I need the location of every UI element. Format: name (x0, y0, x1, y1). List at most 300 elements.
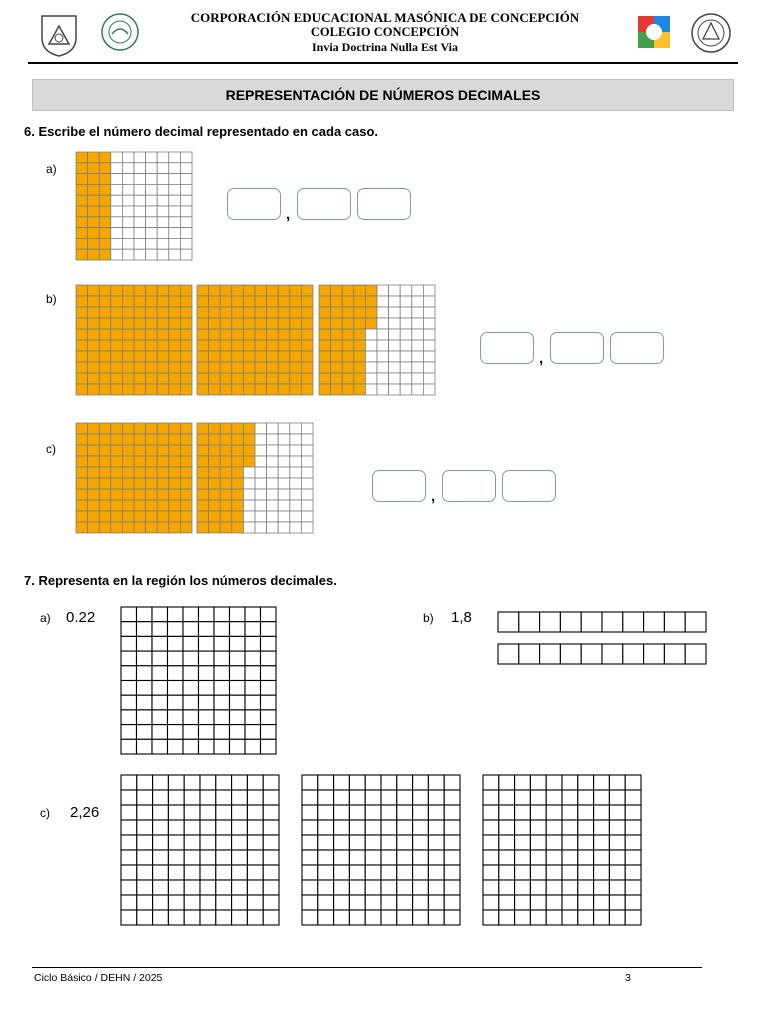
grid-cell[interactable] (230, 725, 246, 740)
grid-cell[interactable] (428, 910, 444, 925)
grid-cell[interactable] (530, 865, 546, 880)
grid-cell[interactable] (530, 805, 546, 820)
grid-cell[interactable] (216, 835, 232, 850)
grid-cell[interactable] (625, 895, 641, 910)
grid-cell[interactable] (184, 805, 200, 820)
grid-cell[interactable] (444, 880, 460, 895)
grid-cell[interactable] (261, 739, 277, 754)
grid-cell[interactable] (428, 850, 444, 865)
grid-cell[interactable] (483, 820, 499, 835)
grid-cell[interactable] (381, 835, 397, 850)
grid-cell[interactable] (609, 850, 625, 865)
grid-cell[interactable] (318, 775, 334, 790)
grid-cell[interactable] (530, 820, 546, 835)
grid-cell[interactable] (261, 695, 277, 710)
grid-cell[interactable] (381, 850, 397, 865)
grid-cell[interactable] (121, 835, 137, 850)
grid-cell[interactable] (428, 775, 444, 790)
grid-cell[interactable] (444, 895, 460, 910)
grid-cell[interactable] (216, 805, 232, 820)
grid-cell[interactable] (214, 636, 230, 651)
grid-cell[interactable] (230, 666, 246, 681)
grid-cell[interactable] (625, 775, 641, 790)
grid-cell[interactable] (245, 651, 261, 666)
grid-cell[interactable] (483, 865, 499, 880)
grid-cell[interactable] (168, 805, 184, 820)
grid-cell[interactable] (261, 666, 277, 681)
grid-cell[interactable] (334, 835, 350, 850)
grid-cell[interactable] (168, 850, 184, 865)
grid-cell[interactable] (397, 805, 413, 820)
grid-cell[interactable] (483, 835, 499, 850)
grid-cell[interactable] (562, 880, 578, 895)
grid-cell[interactable] (499, 910, 515, 925)
grid-cell[interactable] (578, 850, 594, 865)
grid-cell[interactable] (623, 612, 644, 632)
grid-cell[interactable] (302, 910, 318, 925)
grid-cell[interactable] (232, 910, 248, 925)
grid-cell[interactable] (540, 612, 561, 632)
grid-cell[interactable] (121, 710, 137, 725)
grid-cell[interactable] (184, 835, 200, 850)
grid-cell[interactable] (381, 805, 397, 820)
grid-cell[interactable] (168, 910, 184, 925)
grid-cell[interactable] (578, 775, 594, 790)
grid-cell[interactable] (546, 835, 562, 850)
grid-cell[interactable] (245, 710, 261, 725)
grid-cell[interactable] (200, 775, 216, 790)
grid-cell[interactable] (546, 775, 562, 790)
grid-cell[interactable] (483, 850, 499, 865)
grid-cell[interactable] (230, 695, 246, 710)
answer-box-hundredths[interactable] (610, 332, 664, 364)
answer-box-units[interactable] (480, 332, 534, 364)
grid-cell[interactable] (349, 805, 365, 820)
grid-cell[interactable] (562, 805, 578, 820)
grid-cell[interactable] (413, 790, 429, 805)
grid-cell[interactable] (137, 710, 153, 725)
grid-cell[interactable] (546, 820, 562, 835)
grid-cell[interactable] (232, 865, 248, 880)
grid-cell[interactable] (334, 865, 350, 880)
grid-cell[interactable] (153, 880, 169, 895)
blank-hundred-grid[interactable] (121, 775, 279, 925)
grid-cell[interactable] (530, 835, 546, 850)
grid-cell[interactable] (428, 895, 444, 910)
grid-cell[interactable] (609, 775, 625, 790)
grid-cell[interactable] (318, 790, 334, 805)
grid-cell[interactable] (428, 865, 444, 880)
grid-cell[interactable] (397, 895, 413, 910)
grid-cell[interactable] (152, 636, 168, 651)
grid-cell[interactable] (121, 820, 137, 835)
grid-cell[interactable] (428, 880, 444, 895)
grid-cell[interactable] (349, 835, 365, 850)
grid-cell[interactable] (200, 910, 216, 925)
grid-cell[interactable] (121, 651, 137, 666)
grid-cell[interactable] (499, 775, 515, 790)
grid-cell[interactable] (232, 820, 248, 835)
grid-cell[interactable] (349, 820, 365, 835)
grid-cell[interactable] (230, 739, 246, 754)
grid-cell[interactable] (334, 895, 350, 910)
grid-cell[interactable] (625, 790, 641, 805)
grid-cell[interactable] (152, 666, 168, 681)
grid-cell[interactable] (530, 895, 546, 910)
grid-cell[interactable] (137, 651, 153, 666)
grid-cell[interactable] (664, 612, 685, 632)
grid-cell[interactable] (153, 865, 169, 880)
grid-cell[interactable] (562, 850, 578, 865)
grid-cell[interactable] (137, 622, 153, 637)
grid-cell[interactable] (245, 681, 261, 696)
grid-cell[interactable] (397, 880, 413, 895)
grid-cell[interactable] (184, 865, 200, 880)
grid-cell[interactable] (137, 820, 153, 835)
grid-cell[interactable] (121, 865, 137, 880)
grid-cell[interactable] (183, 695, 199, 710)
grid-cell[interactable] (413, 880, 429, 895)
grid-cell[interactable] (397, 850, 413, 865)
grid-cell[interactable] (199, 695, 215, 710)
grid-cell[interactable] (214, 651, 230, 666)
grid-cell[interactable] (184, 790, 200, 805)
grid-cell[interactable] (609, 880, 625, 895)
grid-cell[interactable] (168, 622, 184, 637)
grid-cell[interactable] (168, 695, 184, 710)
blank-tenths-strip[interactable] (498, 644, 706, 664)
grid-cell[interactable] (216, 880, 232, 895)
grid-cell[interactable] (168, 790, 184, 805)
grid-cell[interactable] (381, 910, 397, 925)
grid-cell[interactable] (365, 790, 381, 805)
grid-cell[interactable] (397, 790, 413, 805)
grid-cell[interactable] (562, 895, 578, 910)
grid-cell[interactable] (121, 790, 137, 805)
grid-cell[interactable] (184, 895, 200, 910)
grid-cell[interactable] (609, 805, 625, 820)
grid-cell[interactable] (560, 612, 581, 632)
grid-cell[interactable] (121, 880, 137, 895)
grid-cell[interactable] (365, 850, 381, 865)
grid-cell[interactable] (152, 607, 168, 622)
grid-cell[interactable] (530, 850, 546, 865)
grid-cell[interactable] (261, 636, 277, 651)
grid-cell[interactable] (168, 835, 184, 850)
grid-cell[interactable] (413, 835, 429, 850)
grid-cell[interactable] (578, 820, 594, 835)
grid-cell[interactable] (247, 790, 263, 805)
grid-cell[interactable] (232, 880, 248, 895)
grid-cell[interactable] (562, 790, 578, 805)
grid-cell[interactable] (499, 790, 515, 805)
grid-cell[interactable] (183, 725, 199, 740)
grid-cell[interactable] (247, 865, 263, 880)
grid-cell[interactable] (200, 880, 216, 895)
grid-cell[interactable] (245, 695, 261, 710)
grid-cell[interactable] (263, 865, 279, 880)
grid-cell[interactable] (594, 880, 610, 895)
grid-cell[interactable] (562, 775, 578, 790)
grid-cell[interactable] (199, 681, 215, 696)
grid-cell[interactable] (546, 910, 562, 925)
grid-cell[interactable] (594, 790, 610, 805)
grid-cell[interactable] (168, 725, 184, 740)
answer-box-units[interactable] (227, 188, 281, 220)
grid-cell[interactable] (137, 775, 153, 790)
grid-cell[interactable] (413, 805, 429, 820)
grid-cell[interactable] (247, 850, 263, 865)
grid-cell[interactable] (413, 910, 429, 925)
grid-cell[interactable] (562, 820, 578, 835)
grid-cell[interactable] (183, 622, 199, 637)
grid-cell[interactable] (168, 895, 184, 910)
grid-cell[interactable] (515, 805, 531, 820)
grid-cell[interactable] (137, 681, 153, 696)
grid-cell[interactable] (263, 910, 279, 925)
grid-cell[interactable] (121, 775, 137, 790)
grid-cell[interactable] (200, 865, 216, 880)
grid-cell[interactable] (530, 880, 546, 895)
grid-cell[interactable] (121, 666, 137, 681)
grid-cell[interactable] (153, 805, 169, 820)
grid-cell[interactable] (444, 835, 460, 850)
grid-cell[interactable] (515, 775, 531, 790)
grid-cell[interactable] (137, 636, 153, 651)
grid-cell[interactable] (214, 695, 230, 710)
grid-cell[interactable] (183, 710, 199, 725)
grid-cell[interactable] (594, 850, 610, 865)
answer-box-hundredths[interactable] (357, 188, 411, 220)
grid-cell[interactable] (121, 739, 137, 754)
grid-cell[interactable] (184, 910, 200, 925)
grid-cell[interactable] (121, 850, 137, 865)
grid-cell[interactable] (365, 865, 381, 880)
grid-cell[interactable] (623, 644, 644, 664)
grid-cell[interactable] (318, 835, 334, 850)
grid-cell[interactable] (381, 790, 397, 805)
grid-cell[interactable] (261, 607, 277, 622)
grid-cell[interactable] (365, 820, 381, 835)
grid-cell[interactable] (263, 895, 279, 910)
grid-cell[interactable] (483, 910, 499, 925)
grid-cell[interactable] (602, 644, 623, 664)
grid-cell[interactable] (499, 850, 515, 865)
grid-cell[interactable] (519, 612, 540, 632)
grid-cell[interactable] (245, 725, 261, 740)
blank-hundred-grid[interactable] (483, 775, 641, 925)
grid-cell[interactable] (137, 739, 153, 754)
grid-cell[interactable] (413, 820, 429, 835)
grid-cell[interactable] (318, 880, 334, 895)
grid-cell[interactable] (200, 790, 216, 805)
grid-cell[interactable] (519, 644, 540, 664)
grid-cell[interactable] (216, 895, 232, 910)
grid-cell[interactable] (349, 865, 365, 880)
grid-cell[interactable] (137, 695, 153, 710)
grid-cell[interactable] (546, 850, 562, 865)
grid-cell[interactable] (365, 895, 381, 910)
grid-cell[interactable] (515, 910, 531, 925)
grid-cell[interactable] (168, 880, 184, 895)
grid-cell[interactable] (498, 644, 519, 664)
grid-cell[interactable] (609, 865, 625, 880)
grid-cell[interactable] (365, 775, 381, 790)
grid-cell[interactable] (609, 835, 625, 850)
grid-cell[interactable] (199, 725, 215, 740)
grid-cell[interactable] (200, 895, 216, 910)
grid-cell[interactable] (625, 820, 641, 835)
grid-cell[interactable] (413, 850, 429, 865)
grid-cell[interactable] (137, 790, 153, 805)
grid-cell[interactable] (515, 850, 531, 865)
grid-cell[interactable] (121, 636, 137, 651)
grid-cell[interactable] (644, 612, 665, 632)
grid-cell[interactable] (183, 681, 199, 696)
grid-cell[interactable] (349, 880, 365, 895)
grid-cell[interactable] (247, 775, 263, 790)
grid-cell[interactable] (530, 910, 546, 925)
grid-cell[interactable] (349, 910, 365, 925)
grid-cell[interactable] (200, 850, 216, 865)
grid-cell[interactable] (247, 880, 263, 895)
grid-cell[interactable] (216, 790, 232, 805)
grid-cell[interactable] (349, 850, 365, 865)
grid-cell[interactable] (153, 850, 169, 865)
grid-cell[interactable] (499, 805, 515, 820)
grid-cell[interactable] (644, 644, 665, 664)
grid-cell[interactable] (137, 725, 153, 740)
grid-cell[interactable] (578, 865, 594, 880)
grid-cell[interactable] (232, 895, 248, 910)
grid-cell[interactable] (168, 739, 184, 754)
grid-cell[interactable] (261, 622, 277, 637)
grid-cell[interactable] (594, 775, 610, 790)
grid-cell[interactable] (214, 681, 230, 696)
grid-cell[interactable] (230, 636, 246, 651)
grid-cell[interactable] (230, 622, 246, 637)
grid-cell[interactable] (121, 895, 137, 910)
grid-cell[interactable] (581, 612, 602, 632)
grid-cell[interactable] (245, 666, 261, 681)
grid-cell[interactable] (152, 681, 168, 696)
grid-cell[interactable] (546, 790, 562, 805)
grid-cell[interactable] (168, 636, 184, 651)
grid-cell[interactable] (216, 820, 232, 835)
grid-cell[interactable] (153, 775, 169, 790)
grid-cell[interactable] (200, 835, 216, 850)
grid-cell[interactable] (483, 775, 499, 790)
grid-cell[interactable] (153, 835, 169, 850)
grid-cell[interactable] (216, 865, 232, 880)
grid-cell[interactable] (245, 607, 261, 622)
grid-cell[interactable] (199, 636, 215, 651)
grid-cell[interactable] (444, 850, 460, 865)
grid-cell[interactable] (609, 910, 625, 925)
grid-cell[interactable] (560, 644, 581, 664)
grid-cell[interactable] (483, 805, 499, 820)
grid-cell[interactable] (302, 835, 318, 850)
grid-cell[interactable] (381, 775, 397, 790)
grid-cell[interactable] (609, 895, 625, 910)
grid-cell[interactable] (263, 820, 279, 835)
grid-cell[interactable] (365, 910, 381, 925)
grid-cell[interactable] (168, 681, 184, 696)
grid-cell[interactable] (152, 739, 168, 754)
grid-cell[interactable] (168, 607, 184, 622)
grid-cell[interactable] (625, 910, 641, 925)
grid-cell[interactable] (184, 850, 200, 865)
blank-hundred-grid[interactable] (302, 775, 460, 925)
grid-cell[interactable] (318, 895, 334, 910)
grid-cell[interactable] (230, 651, 246, 666)
grid-cell[interactable] (230, 681, 246, 696)
grid-cell[interactable] (397, 865, 413, 880)
grid-cell[interactable] (152, 725, 168, 740)
grid-cell[interactable] (444, 790, 460, 805)
grid-cell[interactable] (214, 739, 230, 754)
grid-cell[interactable] (137, 607, 153, 622)
grid-cell[interactable] (483, 895, 499, 910)
grid-cell[interactable] (232, 850, 248, 865)
grid-cell[interactable] (232, 835, 248, 850)
grid-cell[interactable] (397, 910, 413, 925)
grid-cell[interactable] (199, 607, 215, 622)
grid-cell[interactable] (232, 790, 248, 805)
grid-cell[interactable] (121, 805, 137, 820)
grid-cell[interactable] (137, 666, 153, 681)
grid-cell[interactable] (381, 865, 397, 880)
grid-cell[interactable] (334, 820, 350, 835)
grid-cell[interactable] (318, 850, 334, 865)
grid-cell[interactable] (499, 895, 515, 910)
grid-cell[interactable] (334, 775, 350, 790)
grid-cell[interactable] (183, 739, 199, 754)
grid-cell[interactable] (578, 895, 594, 910)
grid-cell[interactable] (137, 895, 153, 910)
grid-cell[interactable] (216, 910, 232, 925)
grid-cell[interactable] (261, 725, 277, 740)
grid-cell[interactable] (183, 607, 199, 622)
grid-cell[interactable] (499, 880, 515, 895)
grid-cell[interactable] (263, 880, 279, 895)
grid-cell[interactable] (685, 644, 706, 664)
grid-cell[interactable] (245, 622, 261, 637)
grid-cell[interactable] (530, 775, 546, 790)
grid-cell[interactable] (199, 622, 215, 637)
grid-cell[interactable] (263, 835, 279, 850)
grid-cell[interactable] (302, 880, 318, 895)
grid-cell[interactable] (578, 910, 594, 925)
grid-cell[interactable] (216, 850, 232, 865)
grid-cell[interactable] (594, 835, 610, 850)
grid-cell[interactable] (168, 710, 184, 725)
grid-cell[interactable] (247, 820, 263, 835)
grid-cell[interactable] (200, 805, 216, 820)
grid-cell[interactable] (137, 835, 153, 850)
grid-cell[interactable] (318, 910, 334, 925)
grid-cell[interactable] (200, 820, 216, 835)
grid-cell[interactable] (199, 666, 215, 681)
grid-cell[interactable] (540, 644, 561, 664)
grid-cell[interactable] (365, 805, 381, 820)
grid-cell[interactable] (664, 644, 685, 664)
grid-cell[interactable] (199, 739, 215, 754)
grid-cell[interactable] (168, 666, 184, 681)
grid-cell[interactable] (153, 790, 169, 805)
grid-cell[interactable] (121, 695, 137, 710)
grid-cell[interactable] (121, 725, 137, 740)
